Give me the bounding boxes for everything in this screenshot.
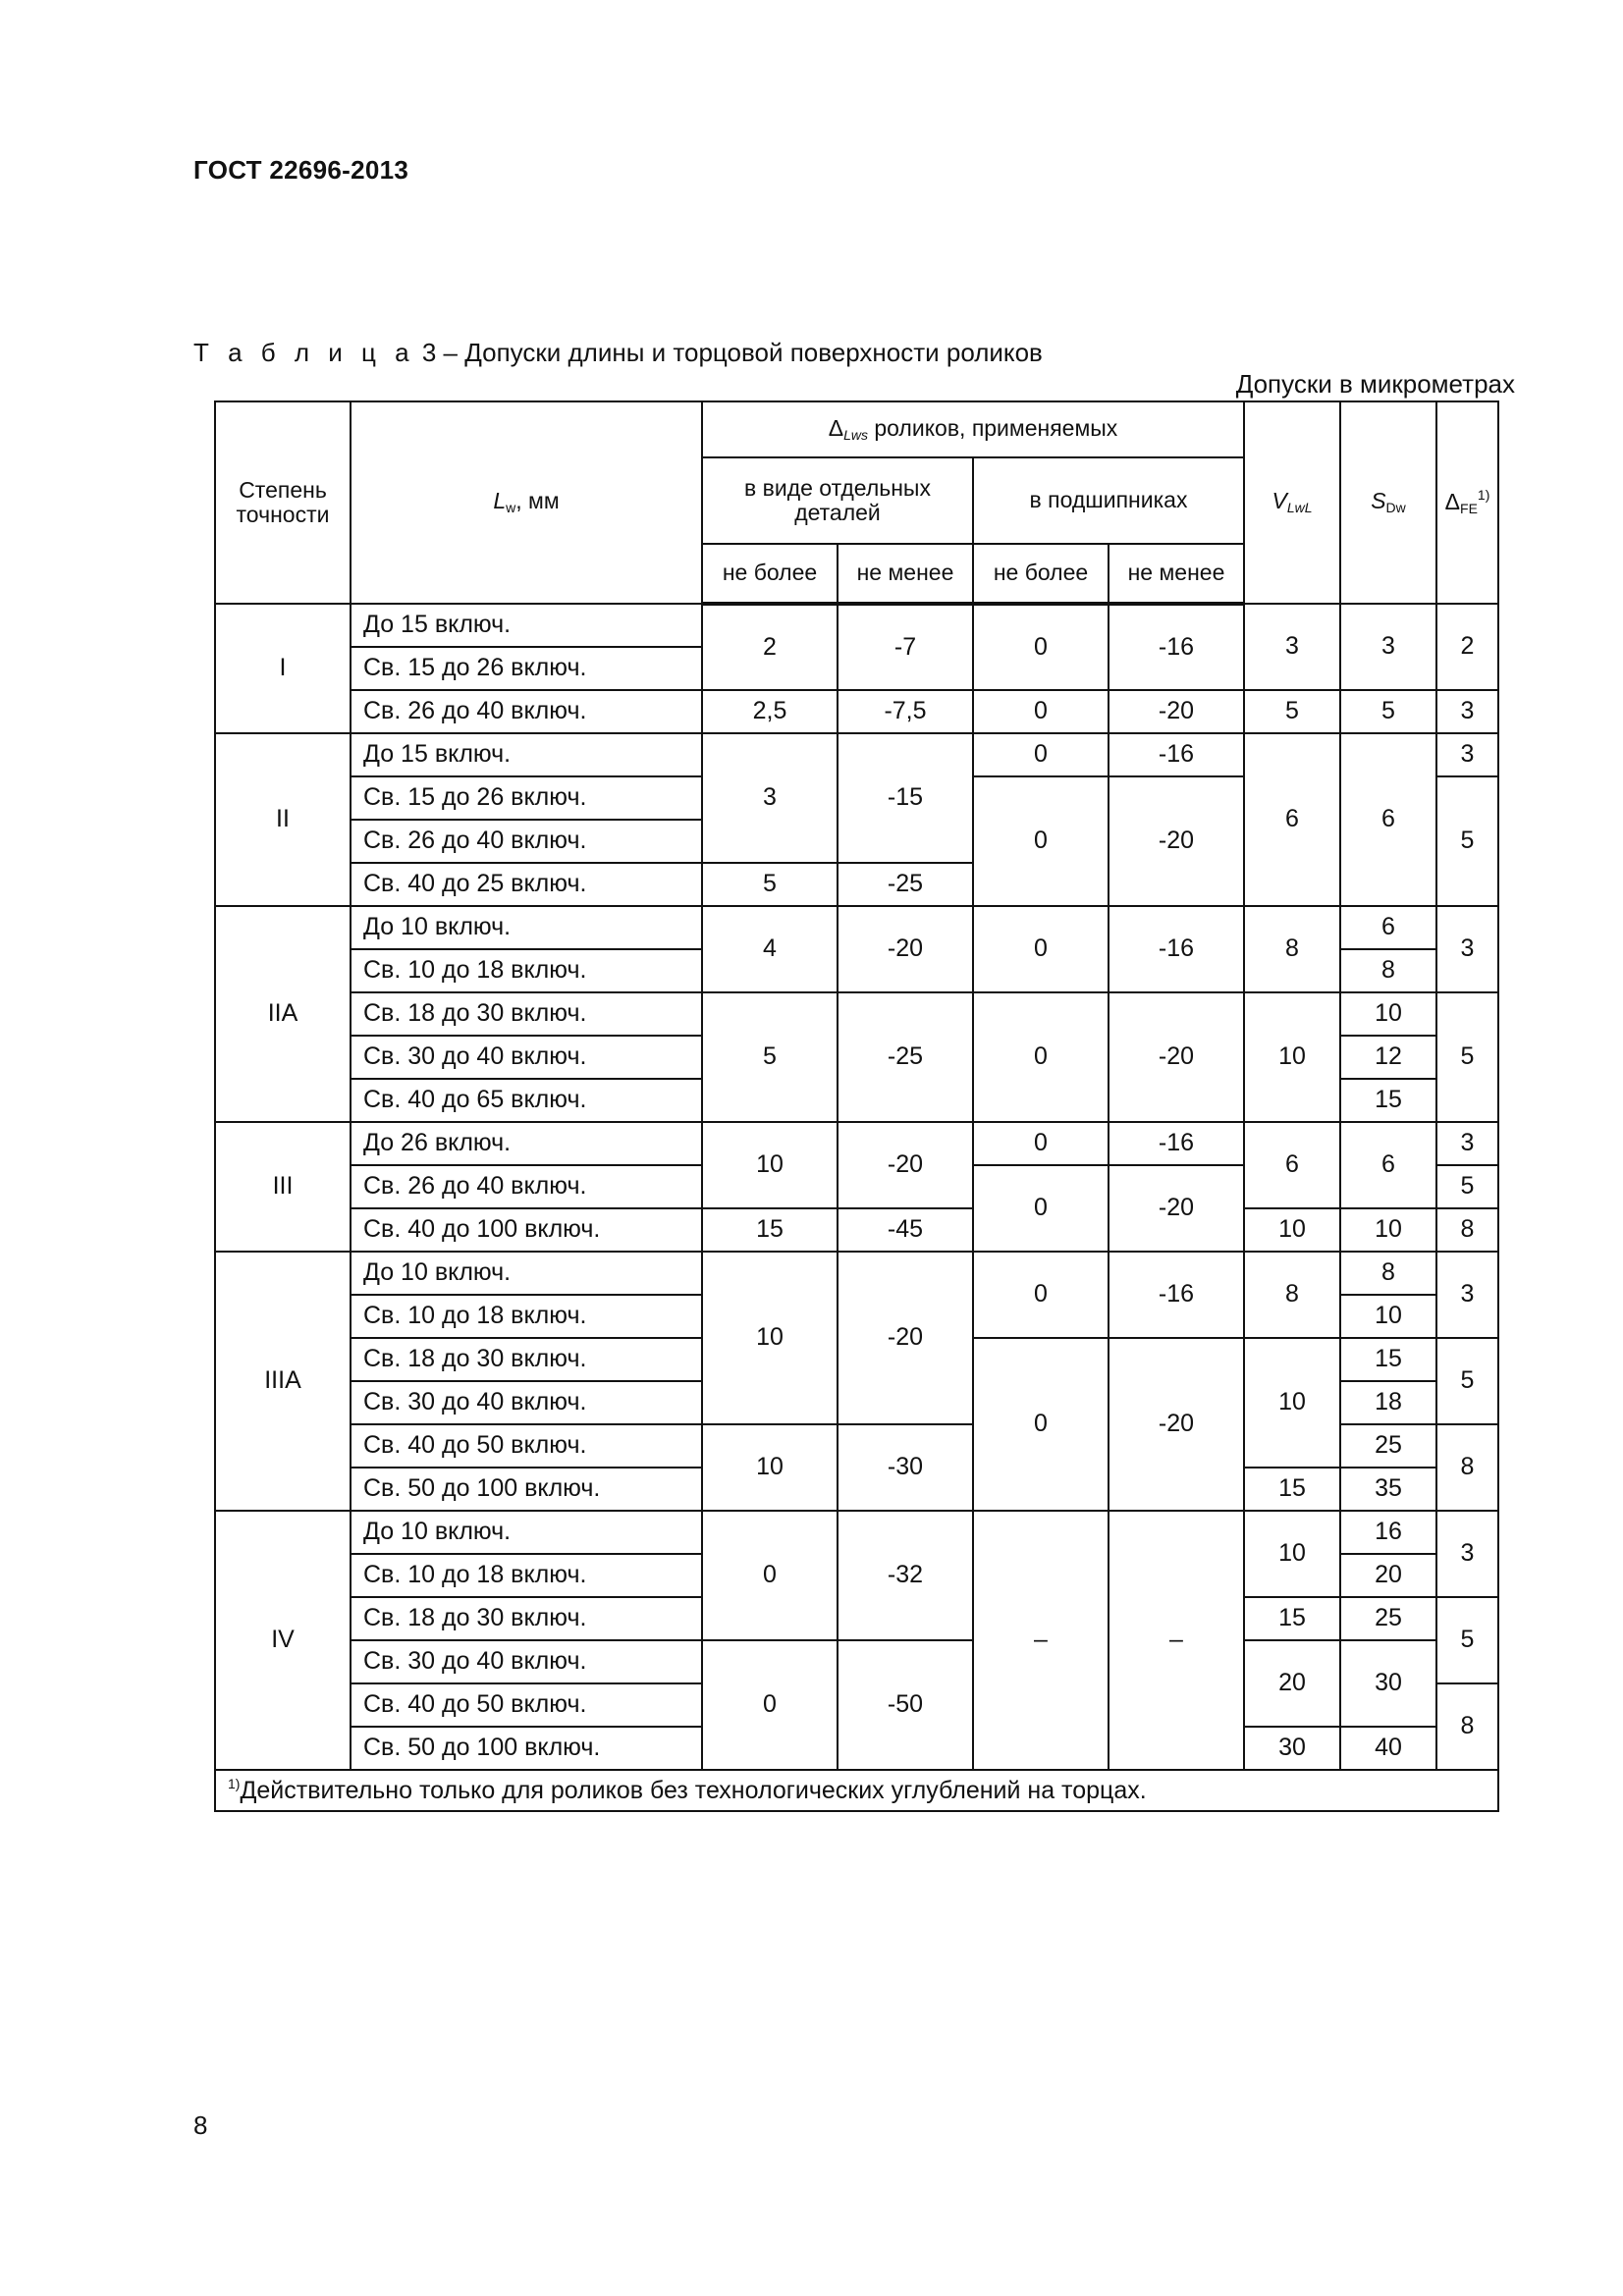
- tol-value: -7,5: [838, 690, 973, 733]
- size-range: До 15 включ.: [351, 604, 702, 647]
- tol-value: 15: [1340, 1338, 1436, 1381]
- tol-value: 5: [1340, 690, 1436, 733]
- tol-value: -30: [838, 1424, 973, 1511]
- head-separate-parts: в виде отдельных деталей: [702, 457, 973, 544]
- tol-value: 20: [1244, 1640, 1340, 1727]
- size-range: До 10 включ.: [351, 1252, 702, 1295]
- tol-value: -20: [838, 1122, 973, 1208]
- tol-value: 0: [973, 776, 1109, 906]
- tolerance-table: [214, 400, 1499, 1812]
- size-range: Св. 26 до 40 включ.: [351, 820, 702, 863]
- tol-value: 3: [1244, 604, 1340, 690]
- tol-value: 8: [1244, 1252, 1340, 1338]
- tol-value: 0: [702, 1640, 838, 1770]
- size-range: Св. 26 до 40 включ.: [351, 690, 702, 733]
- size-range: Св. 30 до 40 включ.: [351, 1381, 702, 1424]
- tol-value: 3: [1436, 733, 1498, 776]
- tol-value: 2: [702, 604, 838, 690]
- tol-value: 0: [973, 733, 1109, 776]
- tol-value: 35: [1340, 1468, 1436, 1511]
- size-range: Св. 30 до 40 включ.: [351, 1640, 702, 1683]
- tol-value: -25: [838, 863, 973, 906]
- size-range: До 15 включ.: [351, 733, 702, 776]
- tol-value: 8: [1244, 906, 1340, 992]
- size-range: Св. 40 до 50 включ.: [351, 1424, 702, 1468]
- size-range: Св. 10 до 18 включ.: [351, 1554, 702, 1597]
- tol-value: -16: [1109, 733, 1244, 776]
- tol-value: 2: [1436, 604, 1498, 690]
- tol-value: 5: [1436, 992, 1498, 1122]
- head-separate-not-less: не менее: [838, 544, 973, 604]
- tol-value: -20: [838, 1252, 973, 1424]
- tol-value: 20: [1340, 1554, 1436, 1597]
- tol-value: -20: [1109, 776, 1244, 906]
- head-delta-lws: $\Delta_{Lws}$ роликов, применяемых: [702, 401, 1244, 457]
- size-range: Св. 15 до 26 включ.: [351, 776, 702, 820]
- size-range: Св. 10 до 18 включ.: [351, 949, 702, 992]
- tol-value: 3: [1436, 1511, 1498, 1597]
- size-range: Св. 18 до 30 включ.: [351, 1338, 702, 1381]
- head-s-dw: $S_{Dw}$: [1340, 401, 1436, 604]
- tol-value: 8: [1436, 1424, 1498, 1511]
- tol-value: 40: [1340, 1727, 1436, 1770]
- tol-value: 0: [702, 1511, 838, 1640]
- tol-value: –: [973, 1511, 1109, 1770]
- grade-cell: IIA: [215, 906, 351, 1122]
- tol-value: -25: [838, 992, 973, 1122]
- tol-value: 6: [1340, 906, 1436, 949]
- tol-value: 0: [973, 1122, 1109, 1165]
- tol-value: 5: [1244, 690, 1340, 733]
- tol-value: 30: [1340, 1640, 1436, 1727]
- tol-value: -20: [838, 906, 973, 992]
- tol-value: 5: [702, 992, 838, 1122]
- tol-value: 15: [1340, 1079, 1436, 1122]
- tol-value: 5: [1436, 1338, 1498, 1424]
- size-range: Св. 18 до 30 включ.: [351, 992, 702, 1036]
- tol-value: -20: [1109, 1165, 1244, 1252]
- tol-value: 6: [1340, 733, 1436, 906]
- table-footnote: [215, 1770, 1498, 1811]
- size-range: Св. 50 до 100 включ.: [351, 1727, 702, 1770]
- tol-value: 5: [1436, 1597, 1498, 1683]
- tol-value: 10: [1340, 1295, 1436, 1338]
- grade-cell: II: [215, 733, 351, 906]
- tol-value: -32: [838, 1511, 973, 1640]
- document-header: ГОСТ 22696-2013: [193, 155, 409, 185]
- tol-value: 0: [973, 992, 1109, 1122]
- tol-value: 30: [1244, 1727, 1340, 1770]
- head-bearings-not-less: не менее: [1109, 544, 1244, 604]
- tol-value: -7: [838, 604, 973, 690]
- size-range: Св. 40 до 100 включ.: [351, 1208, 702, 1252]
- tol-value: 5: [1436, 1165, 1498, 1208]
- grade-cell: IV: [215, 1511, 351, 1770]
- tol-value: 0: [973, 604, 1109, 690]
- table-caption-label: Т а б л и ц а: [193, 338, 415, 367]
- size-range: Св. 26 до 40 включ.: [351, 1165, 702, 1208]
- tol-value: 0: [973, 690, 1109, 733]
- tol-value: 5: [1436, 776, 1498, 906]
- footnote-mark: 1): [228, 1775, 241, 1791]
- tol-value: 0: [973, 1252, 1109, 1338]
- tol-value: 3: [1436, 906, 1498, 992]
- size-range: Св. 15 до 26 включ.: [351, 647, 702, 690]
- tol-value: 15: [702, 1208, 838, 1252]
- tol-value: 10: [1244, 992, 1340, 1122]
- head-in-bearings: в подшипниках: [973, 457, 1244, 544]
- tol-value: 15: [1244, 1597, 1340, 1640]
- tol-value: -16: [1109, 1252, 1244, 1338]
- head-delta-fe: $\Delta_{FE}^{1)}$: [1436, 401, 1498, 604]
- tol-value: 5: [702, 863, 838, 906]
- table-caption: [193, 338, 1043, 368]
- tol-value: -16: [1109, 604, 1244, 690]
- size-range: Св. 30 до 40 включ.: [351, 1036, 702, 1079]
- tol-value: 10: [1340, 1208, 1436, 1252]
- tol-value: 6: [1340, 1122, 1436, 1208]
- tol-value: 10: [1340, 992, 1436, 1036]
- tol-value: 8: [1340, 1252, 1436, 1295]
- size-range: Св. 50 до 100 включ.: [351, 1468, 702, 1511]
- table-caption-number: 3: [421, 338, 437, 367]
- tol-value: -15: [838, 733, 973, 863]
- tol-value: 10: [1244, 1208, 1340, 1252]
- tol-value: 18: [1340, 1381, 1436, 1424]
- tol-value: 3: [1436, 1122, 1498, 1165]
- grade-cell: I: [215, 604, 351, 733]
- size-range: До 10 включ.: [351, 1511, 702, 1554]
- tol-value: 3: [1436, 1252, 1498, 1338]
- tol-value: 8: [1436, 1208, 1498, 1252]
- tol-value: 10: [1244, 1338, 1340, 1468]
- tol-value: 0: [973, 906, 1109, 992]
- tol-value: 25: [1340, 1424, 1436, 1468]
- head-bearings-not-more: не более: [973, 544, 1109, 604]
- tol-value: 25: [1340, 1597, 1436, 1640]
- tol-value: 16: [1340, 1511, 1436, 1554]
- tol-value: 15: [1244, 1468, 1340, 1511]
- grade-cell: IIIA: [215, 1252, 351, 1511]
- tol-value: 3: [1436, 690, 1498, 733]
- head-grade: Степень точности: [215, 401, 351, 604]
- tol-value: -16: [1109, 906, 1244, 992]
- tol-value: 8: [1436, 1683, 1498, 1770]
- tol-value: 3: [1340, 604, 1436, 690]
- tol-value: -20: [1109, 1338, 1244, 1511]
- size-range: До 26 включ.: [351, 1122, 702, 1165]
- tol-value: 0: [973, 1165, 1109, 1252]
- tol-value: 10: [702, 1122, 838, 1208]
- tol-value: –: [1109, 1511, 1244, 1770]
- tol-value: 6: [1244, 733, 1340, 906]
- head-separate-not-more: не более: [702, 544, 838, 604]
- tol-value: -20: [1109, 690, 1244, 733]
- tol-value: 2,5: [702, 690, 838, 733]
- tol-value: -50: [838, 1640, 973, 1770]
- tol-value: 0: [973, 1338, 1109, 1511]
- size-range: Св. 18 до 30 включ.: [351, 1597, 702, 1640]
- page-number: 8: [193, 2110, 208, 2140]
- tol-value: -20: [1109, 992, 1244, 1122]
- grade-cell: III: [215, 1122, 351, 1252]
- head-v-lwl: $V_{LwL}$: [1244, 401, 1340, 604]
- size-range: Св. 40 до 50 включ.: [351, 1683, 702, 1727]
- tol-value: -45: [838, 1208, 973, 1252]
- tol-value: 8: [1340, 949, 1436, 992]
- tol-value: 12: [1340, 1036, 1436, 1079]
- tol-value: 4: [702, 906, 838, 992]
- tol-value: 10: [702, 1252, 838, 1424]
- table-caption-title: – Допуски длины и торцовой поверхности роликов: [436, 338, 1043, 367]
- head-length: $L_w$, мм: [351, 401, 702, 604]
- size-range: Св. 10 до 18 включ.: [351, 1295, 702, 1338]
- tol-value: -16: [1109, 1122, 1244, 1165]
- tol-value: 3: [702, 733, 838, 863]
- size-range: Св. 40 до 25 включ.: [351, 863, 702, 906]
- size-range: До 10 включ.: [351, 906, 702, 949]
- size-range: Св. 40 до 65 включ.: [351, 1079, 702, 1122]
- tol-value: 10: [1244, 1511, 1340, 1597]
- units-note: Допуски в микрометрах: [1235, 369, 1515, 399]
- tol-value: 10: [702, 1424, 838, 1511]
- tol-value: 6: [1244, 1122, 1340, 1208]
- footnote-text: Действительно только для роликов без технологических углублений на торцах.: [240, 1776, 1147, 1804]
